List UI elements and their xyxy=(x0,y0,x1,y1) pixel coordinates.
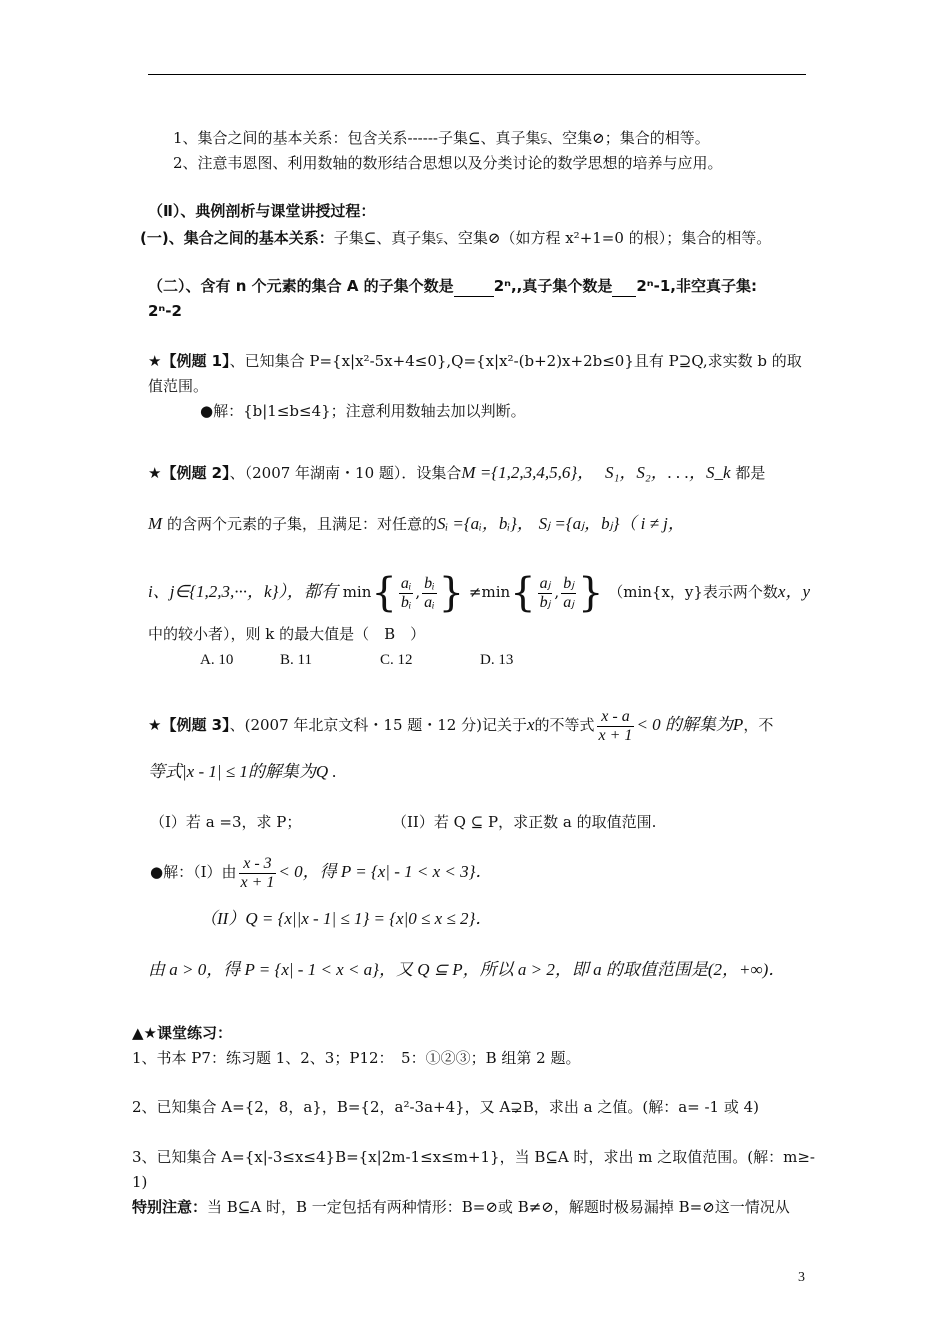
example-2-text-3b: （min{x，y}表示两个数 xyxy=(608,583,778,601)
subsection-2 xyxy=(148,276,757,297)
option-b: B. 11 xyxy=(280,652,312,668)
symbol-x: x xyxy=(526,715,535,734)
example-2-line-2 xyxy=(148,514,685,534)
example-3-solution-2: （II）Q = {x||x - 1| ≤ 1} = {x|0 ≤ x ≤ 2}． xyxy=(200,909,493,928)
frac-num: x - 3 xyxy=(239,855,277,874)
subsection-2-d: 2ⁿ-2 xyxy=(148,302,182,320)
example-3-line-1 xyxy=(148,703,773,747)
practice-3b: 1) xyxy=(132,1173,148,1191)
intro-line-2: 2、注意韦恩图、利用数轴的数形结合思想以及分类讨论的数学思想的培养与应用。 xyxy=(173,154,723,172)
example-3-solution-3: 由 a > 0，得 P = {x| - 1 < x < a}，又 Q ⊆ P，所以 a > 2，即 a 的取值范围是(2，+∞)． xyxy=(148,960,786,979)
frac-num: x - a xyxy=(597,708,635,727)
condition-i-neq-j: （ i ≠ j， xyxy=(619,514,685,533)
example-2-options xyxy=(200,650,513,670)
example-2-text-2: 的含两个元素的子集，且满足：对任意的 xyxy=(166,515,437,533)
brace-open-1: { xyxy=(371,570,397,616)
note-text: 当 B⊆A 时，B 一定包括有两种情形：B=⊘或 B≠⊘，解题时极易漏掉 B=⊘这一情况从 xyxy=(207,1198,790,1216)
blank-2 xyxy=(612,276,636,297)
neq-min: ≠min xyxy=(468,583,511,601)
symbol-M: M xyxy=(148,514,163,533)
example-2-line-4: 中的较小者），则 k 的最大值是（ B ） xyxy=(148,625,426,643)
example-1-line-2: 值范围。 xyxy=(148,377,209,395)
frac-den: bⱼ xyxy=(539,593,551,611)
intro-line-1: 1、集合之间的基本关系：包含关系------子集⊆、真子集⫋、空集⊘；集合的相等。 xyxy=(173,129,710,147)
practice-2: 2、已知集合 A={2，8，a}，B={2，a²-3a+4}，又 A⊋B，求出 a 之值。(解：a= -1 或 4) xyxy=(132,1098,760,1116)
subsets-S: S₁，S₂，. . .，S_k xyxy=(604,463,731,482)
question-2: （II）若 Q ⊆ P，求正数 a 的取值范围. xyxy=(392,813,657,831)
frac-den: bᵢ xyxy=(400,593,412,611)
option-d: D. 13 xyxy=(480,652,514,668)
option-a: A. 10 xyxy=(200,652,234,668)
special-note xyxy=(132,1197,790,1217)
fraction-x-minus-3-over-x-plus-1 xyxy=(239,855,277,892)
example-3-text-1a: 、(2007 年北京文科・15 题・12 分)记关于 xyxy=(229,716,527,734)
subsection-2-b: 2ⁿ,,真子集个数是 xyxy=(493,277,613,295)
fraction-bi-ai xyxy=(422,575,437,612)
example-3-label: ★【例题 3】 xyxy=(148,716,230,734)
brace-close-2: } xyxy=(577,570,604,616)
example-3-line-2: 等式|x - 1| ≤ 1的解集为Q . xyxy=(148,762,337,781)
example-2-text-1a: 、（2007 年湖南・10 题）．设集合 xyxy=(229,464,462,482)
frac-den: x + 1 xyxy=(598,726,633,744)
example-3-solution-1 xyxy=(150,850,492,894)
page-number: 3 xyxy=(798,1270,805,1285)
subsection-1-label: (一)、集合之间的基本关系： xyxy=(140,229,334,247)
fraction-x-minus-a-over-x-plus-1 xyxy=(597,708,635,745)
example-1-line-1 xyxy=(148,351,802,371)
section-heading: （Ⅱ）、典例剖析与课堂讲授过程： xyxy=(148,202,376,220)
frac-num: bᵢ xyxy=(424,574,435,592)
note-label: 特别注意： xyxy=(132,1198,208,1216)
example-2-text-3a: i、j∈{1,2,3,···，k}），都有 xyxy=(148,582,338,601)
subsection-1 xyxy=(140,228,771,248)
blank-1 xyxy=(454,276,494,297)
example-2-line-3: i、j∈{1,2,3,···，k}），都有 min{ $\frac{\text{aᵢ}}{\text{bᵢ}}$ , $\frac{\text{bᵢ}}{\text{aᵢ}}$ } ≠min{ $\frac{\text{aⱼ}}{\text{bⱼ}}$ , $\frac{\text{bⱼ}}{\text{aⱼ}}$ } （min{x，y}表示两个数x，y xyxy=(148,570,811,616)
example-1-label: ★【例题 1】 xyxy=(148,352,230,370)
question-1: （I）若 a =3，求 P； xyxy=(150,813,302,831)
option-c: C. 12 xyxy=(380,652,413,668)
example-3-questions xyxy=(150,812,656,832)
fraction-bj-aj xyxy=(561,575,576,612)
fraction-aj-bj xyxy=(538,575,553,612)
symbol-P: P xyxy=(732,715,744,734)
brace-open-2: { xyxy=(510,570,536,616)
subsection-1-text: 子集⊆、真子集⫋、空集⊘（如方程 x²+1=0 的根）；集合的相等。 xyxy=(333,229,772,247)
practice-heading: ▲★课堂练习： xyxy=(132,1024,232,1042)
frac-den: x + 1 xyxy=(240,873,275,891)
symbols-xy: x，y xyxy=(777,582,811,601)
fraction-ai-bi xyxy=(399,575,414,612)
practice-1: 1、书本 P7：练习题 1、2、3；P12： 5：①②③；B 组第 2 题。 xyxy=(132,1049,581,1067)
min-label-1: min xyxy=(342,583,372,601)
example-1-solution: ●解：{b|1≤b≤4}；注意利用数轴去加以判断。 xyxy=(200,402,526,420)
solution-1-b: < 0，得 P = {x| - 1 < x < 3}． xyxy=(278,862,493,881)
frac-num: bⱼ xyxy=(563,574,574,592)
example-1-text-1: 、已知集合 P={x|x²-5x+4≤0},Q={x|x²-(b+2)x+2b≤0}且有 P⊇Q,求实数 b 的取 xyxy=(229,352,802,370)
solution-1-a: ●解：（I）由 xyxy=(150,863,237,881)
frac-den: aⱼ xyxy=(563,593,574,611)
example-3-text-1d: ，不 xyxy=(743,716,774,734)
set-M: M ={1,2,3,4,5,6}， xyxy=(461,463,595,482)
subsection-2-a: （二）、含有 n 个元素的集合 A 的子集个数是 xyxy=(148,277,454,295)
subset-Si: Sᵢ ={aᵢ，bᵢ}， xyxy=(436,514,534,533)
practice-3a: 3、已知集合 A={x|-3≤x≤4}B={x|2m-1≤x≤m+1}，当 B⊆A 时，求出 m 之取值范围。(解：m≥- xyxy=(132,1148,816,1166)
subsection-2-c: 2ⁿ-1,非空真子集: xyxy=(636,277,757,295)
frac-num: aᵢ xyxy=(400,574,412,592)
frac-num: aⱼ xyxy=(539,574,551,592)
example-3-text-1c: < 0 的解集为 xyxy=(636,715,733,734)
example-2-label: ★【例题 2】 xyxy=(148,464,230,482)
brace-close-1: } xyxy=(438,570,465,616)
frac-den: aᵢ xyxy=(424,593,435,611)
example-2-text-1b: 都是 xyxy=(735,464,766,482)
example-2-line-1 xyxy=(148,463,765,483)
subset-Sj: Sⱼ ={aⱼ，bⱼ} xyxy=(538,514,620,533)
example-3-text-1b: 的不等式 xyxy=(534,716,595,734)
header-rule xyxy=(148,74,806,75)
